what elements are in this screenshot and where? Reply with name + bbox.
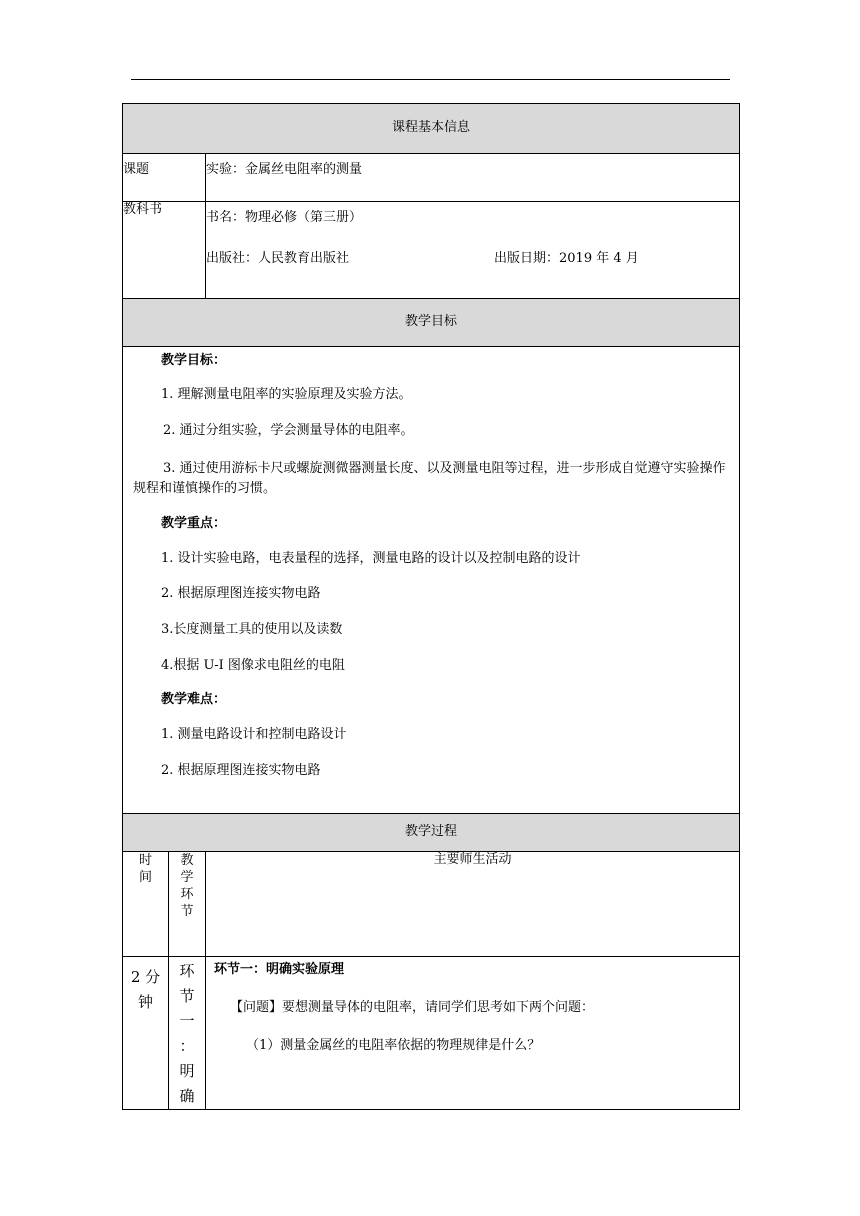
basic-info-header (123, 104, 740, 154)
row1-stage-char: 明 (179, 1062, 195, 1080)
topic-label: 课题 (123, 162, 150, 177)
row1-stage-char: ： (179, 1037, 195, 1055)
key-point-3: 3.长度测量工具的使用以及读数 (161, 622, 343, 638)
difficulties-heading: 教学难点： (161, 692, 227, 708)
objectives-header (123, 299, 740, 347)
row1-stage-char: 确 (179, 1087, 195, 1105)
col-activity-label: 主要师生活动 (433, 852, 512, 867)
header-rule (131, 79, 730, 80)
book-name: 书名：物理必修（第三册） (206, 210, 363, 225)
row1-question: 【问题】要想测量导体的电阻率，请同学们思考如下两个问题： (230, 1000, 595, 1015)
col-time-char: 时 (138, 853, 152, 868)
col-time-char: 间 (138, 870, 152, 885)
process-header (123, 814, 740, 852)
textbook-label: 教科书 (123, 202, 163, 217)
difficulty-2: 2. 根据原理图连接实物电路 (161, 762, 321, 778)
row1-heading: 环节一：明确实验原理 (214, 962, 345, 977)
topic-label-cell (123, 154, 206, 202)
col-stage-header (169, 852, 206, 957)
col-stage-char: 教 (180, 853, 194, 868)
key-point-2: 2. 根据原理图连接实物电路 (161, 586, 321, 602)
row1-time-cell (123, 957, 169, 1110)
topic-value-cell (206, 154, 740, 202)
key-points-heading: 教学重点： (161, 515, 227, 531)
process-title: 教学过程 (405, 824, 458, 840)
row1-stage-cell (169, 957, 206, 1110)
key-point-4: 4.根据 U-I 图像求电阻丝的电阻 (161, 658, 345, 674)
objective-1: 1. 理解测量电阻率的实验原理及实验方法。 (161, 386, 412, 402)
objectives-title: 教学目标 (405, 314, 458, 330)
topic-value: 实验：金属丝电阻率的测量 (206, 162, 363, 177)
col-stage-char: 节 (180, 904, 194, 919)
col-activity-header (206, 852, 740, 957)
row1-time-text: 2 分 (130, 968, 161, 986)
publish-date: 出版日期：2019 年 4 月 (494, 250, 639, 266)
row1-stage-char: 节 (179, 987, 195, 1005)
basic-info-title: 课程基本信息 (392, 120, 471, 136)
objectives-heading: 教学目标： (161, 353, 227, 368)
textbook-label-cell (123, 202, 206, 299)
objective-3: 3. 通过使用游标卡尺或螺旋测微器测量长度、以及测量电阻等过程，进一步形成自觉遵守实验操作规程和谨慎操作的习惯。 (133, 460, 726, 496)
row1-time-text: 钟 (137, 993, 153, 1011)
row1-stage-char: 环 (179, 962, 195, 980)
col-stage-char: 学 (180, 870, 194, 885)
lesson-plan-table (122, 103, 740, 1110)
row1-stage-char: 一 (179, 1012, 195, 1030)
objectives-body (123, 347, 740, 814)
key-point-1: 1. 设计实验电路，电表量程的选择，测量电路的设计以及控制电路的设计 (161, 550, 581, 566)
publisher: 出版社：人民教育出版社 (206, 250, 350, 266)
row1-subquestion-1: （1）测量金属丝的电阻率依据的物理规律是什么？ (246, 1038, 541, 1053)
col-stage-char: 环 (180, 887, 194, 902)
row1-activity-cell (206, 957, 740, 1110)
objective-2: 2. 通过分组实验，学会测量导体的电阻率。 (163, 422, 414, 438)
difficulty-1: 1. 测量电路设计和控制电路设计 (161, 727, 347, 743)
col-time-header (123, 852, 169, 957)
textbook-info-cell (206, 202, 740, 299)
